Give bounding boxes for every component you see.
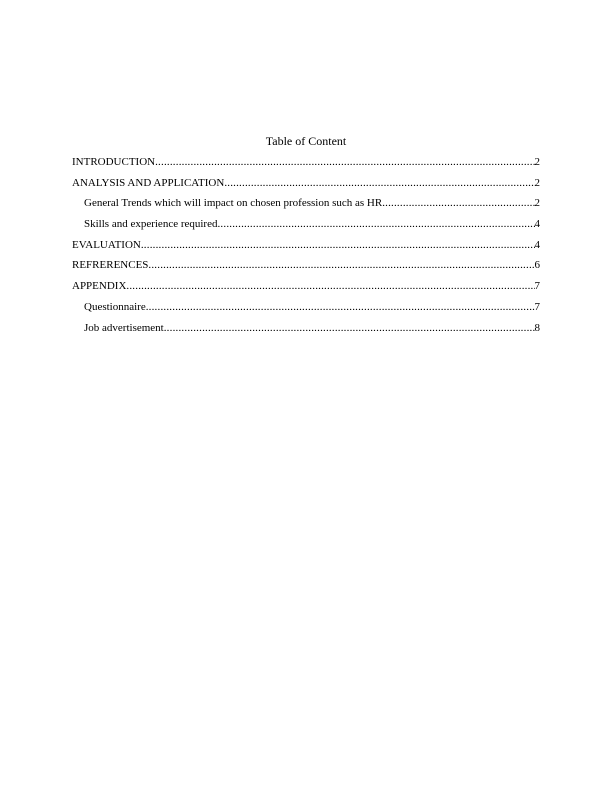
toc-entry-page: 2 — [534, 156, 540, 168]
toc-entry-label: Job advertisement — [84, 321, 164, 334]
toc-dot-leader — [126, 278, 534, 294]
table-of-contents — [72, 133, 540, 340]
toc-dot-leader — [141, 237, 535, 253]
toc-dot-leader — [224, 175, 534, 191]
toc-dot-leader — [146, 299, 535, 315]
toc-entry-introduction[interactable] — [72, 154, 540, 175]
toc-entry-page: 2 — [534, 197, 540, 210]
toc-dot-leader — [217, 216, 534, 232]
toc-entry-page: 6 — [534, 259, 540, 272]
toc-dot-leader — [148, 257, 534, 273]
toc-entry-analysis-and-application[interactable] — [72, 175, 540, 196]
toc-dot-leader — [155, 154, 534, 170]
toc-entry-page: 7 — [534, 280, 540, 293]
toc-entry-label: REFRERENCES — [72, 259, 149, 272]
toc-entry-label: INTRODUCTION — [72, 156, 156, 168]
toc-entry-evaluation[interactable] — [72, 237, 540, 258]
toc-entry-label: Questionnaire — [84, 300, 146, 313]
toc-dot-leader — [164, 320, 535, 336]
toc-entry-label: Skills and experience required — [84, 218, 218, 231]
toc-entry-appendix[interactable] — [72, 278, 540, 299]
toc-entry-page: 4 — [534, 218, 540, 231]
toc-entry-references[interactable] — [72, 257, 540, 278]
toc-entry-page: 8 — [534, 321, 540, 334]
toc-entry-skills-and-experience[interactable] — [72, 216, 540, 237]
toc-entry-questionnaire[interactable] — [72, 299, 540, 320]
toc-entry-general-trends[interactable] — [72, 195, 540, 216]
toc-entry-job-advertisement[interactable] — [72, 320, 540, 341]
toc-entry-label: ANALYSIS AND APPLICATION — [72, 176, 225, 189]
toc-entry-page: 4 — [534, 238, 540, 251]
toc-title: Table of Content — [265, 134, 347, 148]
toc-dot-leader — [382, 195, 534, 211]
toc-entry-label: APPENDIX — [72, 280, 127, 293]
toc-entry-page: 7 — [534, 300, 540, 313]
toc-entry-page: 2 — [534, 176, 540, 189]
toc-entry-label: General Trends which will impact on chosen profession such as HR — [84, 197, 383, 210]
toc-entry-label: EVALUATION — [72, 238, 141, 251]
